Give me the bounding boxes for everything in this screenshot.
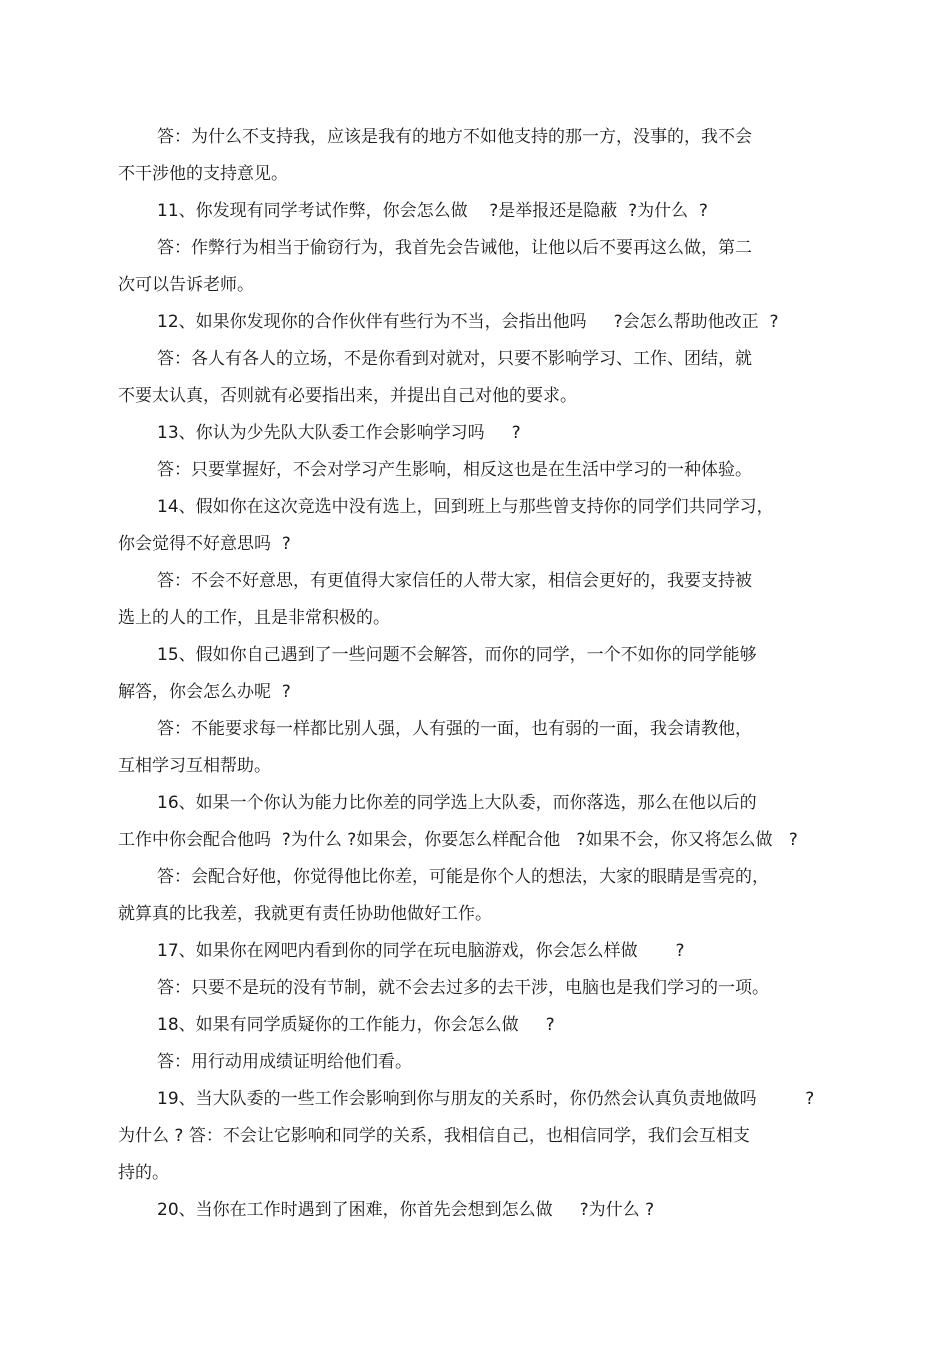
answer-15-line-1: 答：不能要求每一样都比别人强，人有强的一面，也有弱的一面，我会请教他， bbox=[157, 719, 752, 739]
question-16-line-1: 16、如果一个你认为能力比你差的同学选上大队委，而你落选，那么在他以后的 bbox=[157, 793, 757, 813]
answer-17: 答：只要不是玩的没有节制，就不会去过多的去干涉，电脑也是我们学习的一项。 bbox=[157, 978, 769, 998]
answer-12-line-1: 答：各人有各人的立场，不是你看到对就对，只要不影响学习、工作、团结，就 bbox=[157, 349, 752, 369]
answer-14-line-1: 答：不会不好意思，有更值得大家信任的人带大家，相信会更好的，我要支持被 bbox=[157, 571, 752, 591]
answer-11-line-1: 答：作弊行为相当于偷窃行为，我首先会告诫他，让他以后不要再这么做，第二 bbox=[157, 238, 752, 258]
answer-14-line-2: 选上的人的工作，且是非常积极的。 bbox=[118, 608, 390, 628]
question-17: 17、如果你在网吧内看到你的同学在玩电脑游戏，你会怎么样做 ? bbox=[157, 941, 685, 961]
answer-15-line-2: 互相学习互相帮助。 bbox=[118, 756, 271, 776]
question-19-line-2: 为什么 ? 答：不会让它影响和同学的关系，我相信自己，也相信同学，我们会互相支 bbox=[118, 1126, 750, 1146]
question-15-line-1: 15、假如你自己遇到了一些问题不会解答，而你的同学，一个不如你的同学能够 bbox=[157, 645, 757, 665]
answer-16-line-2: 就算真的比我差，我就更有责任协助他做好工作。 bbox=[118, 904, 492, 924]
question-11: 11、你发现有同学考试作弊，你会怎么做 ?是举报还是隐蔽 ?为什么 ? bbox=[157, 201, 708, 221]
answer-10-line-1: 答：为什么不支持我，应该是我有的地方不如他支持的那一方，没事的，我不会 bbox=[157, 127, 752, 147]
question-12: 12、如果你发现你的合作伙伴有些行为不当，会指出他吗 ?会怎么帮助他改正 ? bbox=[157, 312, 779, 332]
answer-18: 答：用行动用成绩证明给他们看。 bbox=[157, 1052, 412, 1072]
answer-16-line-1: 答：会配合好他，你觉得他比你差，可能是你个人的想法，大家的眼睛是雪亮的， bbox=[157, 867, 769, 887]
question-13: 13、你认为少先队大队委工作会影响学习吗 ? bbox=[157, 423, 521, 443]
answer-10-line-2: 不干涉他的支持意见。 bbox=[118, 164, 288, 184]
question-18: 18、如果有同学质疑你的工作能力，你会怎么做 ? bbox=[157, 1015, 555, 1035]
question-14-line-2: 你会觉得不好意思吗 ? bbox=[118, 534, 291, 554]
answer-11-line-2: 次可以告诉老师。 bbox=[118, 275, 254, 295]
answer-19-line-2: 持的。 bbox=[118, 1163, 169, 1183]
question-20: 20、当你在工作时遇到了困难，你首先会想到怎么做 ?为什么 ? bbox=[157, 1200, 655, 1220]
answer-13: 答：只要掌握好，不会对学习产生影响，相反这也是在生活中学习的一种体验。 bbox=[157, 460, 752, 480]
question-16-line-2: 工作中你会配合他吗 ?为什么 ?如果会，你要怎么样配合他 ?如果不会，你又将怎么做 ? bbox=[118, 830, 798, 850]
question-19-line-1: 19、当大队委的一些工作会影响到你与朋友的关系时，你仍然会认真负责地做吗 ? bbox=[157, 1089, 815, 1109]
question-15-line-2: 解答，你会怎么办呢 ? bbox=[118, 682, 291, 702]
question-14-line-1: 14、假如你在这次竞选中没有选上，回到班上与那些曾支持你的同学们共同学习， bbox=[157, 497, 774, 517]
answer-12-line-2: 不要太认真，否则就有必要指出来，并提出自己对他的要求。 bbox=[118, 386, 577, 406]
